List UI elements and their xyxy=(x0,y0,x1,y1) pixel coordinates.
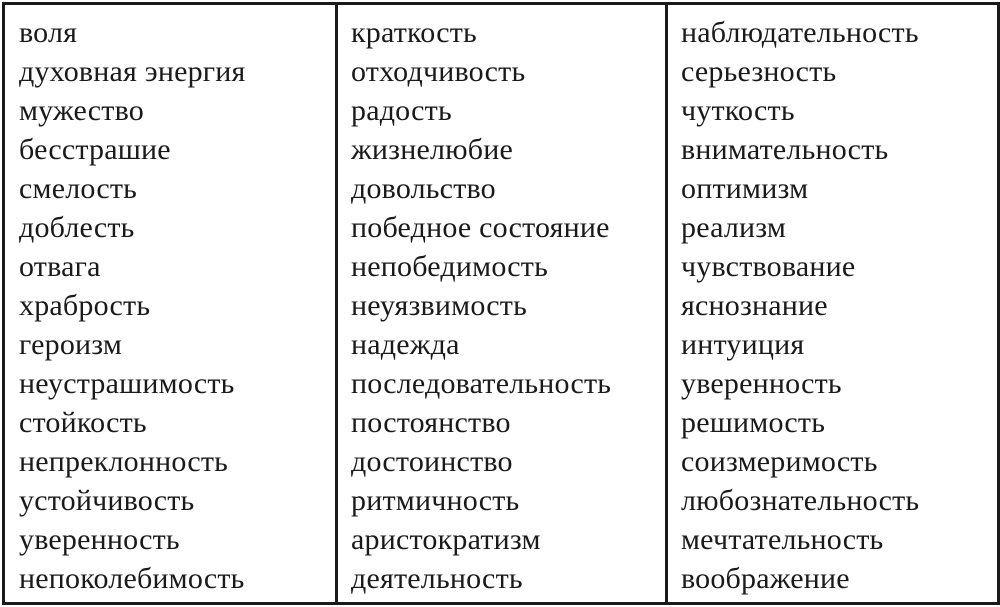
word-cell: духовная энергия xyxy=(19,55,246,88)
word-cell: стойкость xyxy=(19,406,147,439)
word-cell: радость xyxy=(351,94,452,127)
word-cell: любознательность xyxy=(681,484,920,517)
word-cell: внимательность xyxy=(681,133,889,166)
word-cell: уверенность xyxy=(19,523,180,556)
word-cell: неуязвимость xyxy=(351,289,527,322)
word-cell: достоинство xyxy=(351,445,513,478)
word-cell: последовательность xyxy=(351,367,612,400)
word-cell: воля xyxy=(19,16,78,49)
word-cell: неустрашимость xyxy=(19,367,235,400)
word-cell: героизм xyxy=(19,328,123,361)
word-cell: деятельность xyxy=(351,562,523,595)
word-cell: отвага xyxy=(19,250,101,283)
word-cell: устойчивость xyxy=(19,484,195,517)
word-cell: решимость xyxy=(681,406,826,439)
word-cell: довольство xyxy=(351,172,496,205)
column-2 xyxy=(335,5,665,602)
word-cell: непобедимость xyxy=(351,250,548,283)
column-1 xyxy=(5,5,335,602)
word-cell: уверенность xyxy=(681,367,842,400)
column-3 xyxy=(665,5,997,602)
word-cell: интуиция xyxy=(681,328,805,361)
word-cell: краткость xyxy=(351,16,477,49)
word-cell: чувствование xyxy=(681,250,856,283)
word-cell: воображение xyxy=(681,562,850,595)
word-cell: доблесть xyxy=(19,211,135,244)
word-cell: ритмичность xyxy=(351,484,520,517)
word-cell: смелость xyxy=(19,172,138,205)
word-cell: реализм xyxy=(681,211,787,244)
word-cell: победное состояние xyxy=(351,211,610,244)
word-cell: надежда xyxy=(351,328,460,361)
word-cell: мужество xyxy=(19,94,144,127)
word-cell: оптимизм xyxy=(681,172,809,205)
word-cell: бесстрашие xyxy=(19,133,171,166)
word-cell: соизмеримость xyxy=(681,445,878,478)
word-cell: храбрость xyxy=(19,289,151,322)
word-cell: мечтательность xyxy=(681,523,884,556)
word-cell: чуткость xyxy=(681,94,795,127)
word-table xyxy=(2,2,1000,605)
word-cell: непреклонность xyxy=(19,445,229,478)
word-cell: яснознание xyxy=(681,289,828,322)
word-cell: серьезность xyxy=(681,55,837,88)
word-cell: постоянство xyxy=(351,406,511,439)
word-cell: непоколебимость xyxy=(19,562,245,595)
word-cell: наблюдательность xyxy=(681,16,919,49)
word-cell: отходчивость xyxy=(351,55,526,88)
word-cell: жизнелюбие xyxy=(351,133,514,166)
word-cell: аристократизм xyxy=(351,523,541,556)
